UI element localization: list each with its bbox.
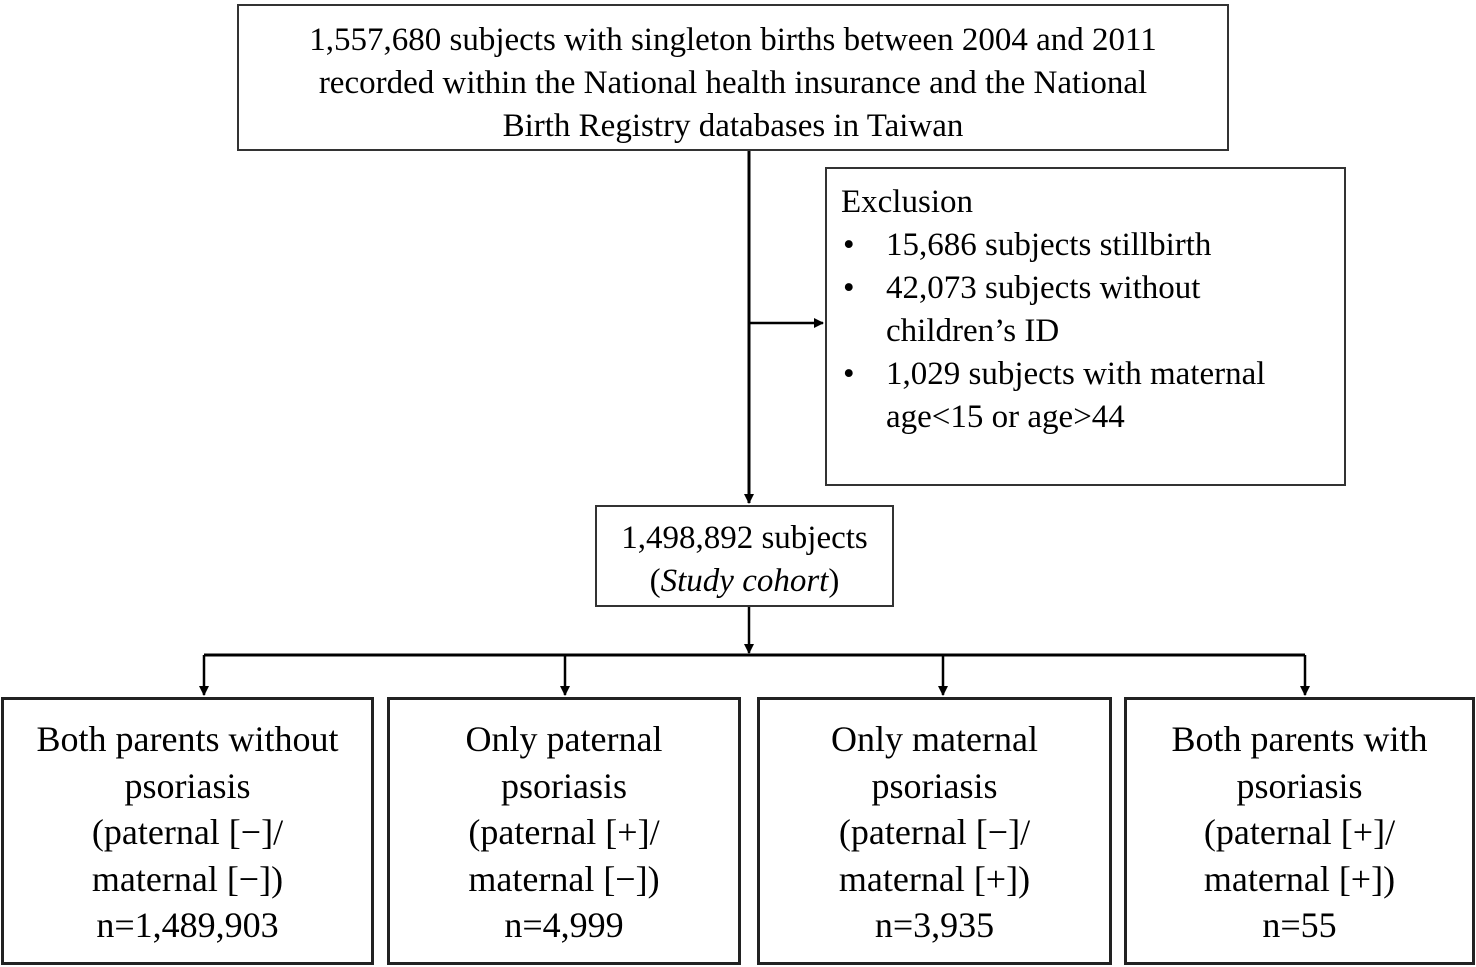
group-detail-line-2: maternal [−]) [91, 858, 284, 899]
group-detail-line-1: (paternal [+]/ [1203, 812, 1396, 852]
group-box-maternal-only [757, 697, 1112, 965]
exclusion-title: Exclusion [841, 184, 973, 220]
exclusion-item-2-line-2: children’s ID [886, 313, 1060, 349]
cohort-close-paren: ) [828, 563, 840, 599]
group-count: n=4,999 [504, 905, 624, 945]
source-line-1: 1,557,680 subjects with singleton births between 2004 and 2011 [309, 22, 1157, 58]
cohort-label-line [597, 560, 892, 603]
exclusion-item-1-line-1: 15,686 subjects stillbirth [886, 227, 1212, 263]
group-title-line-2: psoriasis [1236, 765, 1363, 806]
group-box-both-with [1124, 697, 1475, 965]
exclusion-item-2-line-1: 42,073 subjects without [886, 270, 1201, 306]
group-title-line-2: psoriasis [871, 765, 998, 806]
exclusion-item [841, 353, 1344, 439]
bullet-icon: • [843, 270, 855, 306]
group-title-line-1: Only maternal [831, 719, 1038, 759]
group-detail-line-1: (paternal [+]/ [468, 812, 660, 852]
exclusion-box [825, 167, 1346, 486]
group-detail-line-2: maternal [+]) [838, 858, 1031, 899]
group-title-line-2: psoriasis [124, 765, 251, 806]
group-box-both-without [1, 697, 374, 965]
exclusion-item [841, 267, 1344, 353]
bullet-icon: • [843, 356, 855, 392]
exclusion-item [841, 224, 1344, 267]
bullet-icon: • [843, 227, 855, 263]
cohort-open-paren: ( [649, 563, 661, 599]
group-detail-line-1: (paternal [−]/ [91, 812, 284, 852]
source-population-box [237, 4, 1229, 151]
group-count: n=3,935 [874, 905, 995, 945]
cohort-count: 1,498,892 subjects [621, 520, 868, 556]
group-detail-line-2: maternal [+]) [1203, 858, 1396, 899]
group-count: n=1,489,903 [96, 905, 279, 945]
exclusion-item-3-line-2: age<15 or age>44 [886, 399, 1125, 435]
exclusion-item-3-line-1: 1,029 subjects with maternal [886, 356, 1266, 392]
group-title-line-1: Both parents with [1171, 719, 1428, 759]
group-title-line-1: Only paternal [465, 719, 663, 759]
source-line-3: Birth Registry databases in Taiwan [502, 108, 964, 144]
exclusion-list [841, 224, 1344, 439]
group-count: n=55 [1262, 905, 1337, 945]
group-title-line-2: psoriasis [501, 765, 627, 806]
source-line-2: recorded within the National health insurance and the National [318, 65, 1148, 101]
group-title-line-1: Both parents without [36, 719, 339, 759]
cohort-label: Study cohort [660, 563, 829, 599]
study-cohort-box [595, 505, 894, 607]
group-box-paternal-only [387, 697, 741, 965]
group-detail-line-2: maternal [−]) [468, 858, 660, 899]
group-detail-line-1: (paternal [−]/ [838, 812, 1031, 852]
